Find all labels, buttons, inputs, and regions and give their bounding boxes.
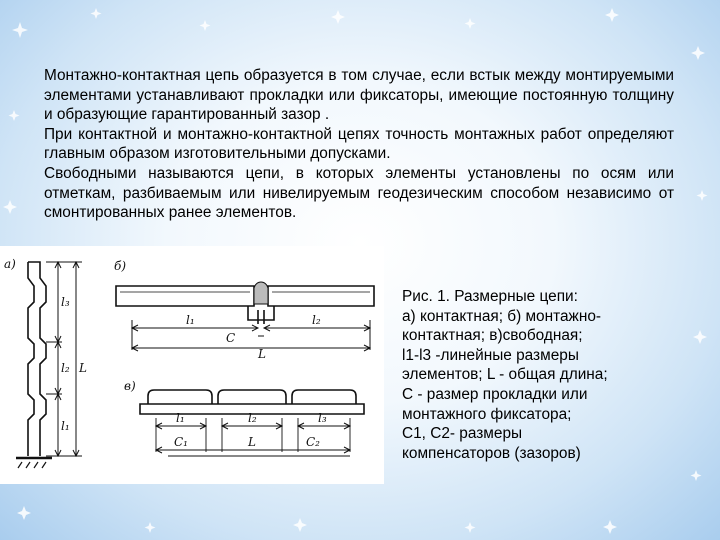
caption-line-3: контактная; в)свободная; xyxy=(402,327,583,345)
caption-line-9: компенсаторов (зазоров) xyxy=(402,444,581,462)
dim-C2-v: C₂ xyxy=(306,435,320,449)
dim-l2-a: l₂ xyxy=(61,361,70,375)
caption-line-1: Рис. 1. Размерные цепи: xyxy=(402,288,578,305)
caption-line-4: l1-l3 -линейные размеры xyxy=(402,346,579,364)
dim-L-b: L xyxy=(258,347,266,361)
dimension-chains-figure xyxy=(0,246,384,484)
dim-l1-b: l₁ xyxy=(186,313,195,327)
paragraph-accuracy: При контактной и монтажно-контактной цепях точность монтажных работ определяют главным образом изготовительными допусками. xyxy=(44,125,674,163)
figure-caption xyxy=(402,287,662,463)
dim-l1-a: l₁ xyxy=(61,419,70,433)
dim-C1-v: C₁ xyxy=(174,435,188,449)
caption-line-8: C1, C2- размеры xyxy=(402,425,523,443)
dim-L-a: L xyxy=(79,361,87,375)
body-text xyxy=(44,66,674,223)
dim-l2-v: l₂ xyxy=(248,411,257,425)
caption-line-6: C - размер прокладки или xyxy=(402,385,588,403)
label-v: в) xyxy=(124,379,136,393)
dim-l1-v: l₁ xyxy=(176,411,185,425)
caption-line-2: а) контактная; б) монтажно- xyxy=(402,307,602,325)
caption-line-5: элементов; L - общая длина; xyxy=(402,366,608,384)
label-b: б) xyxy=(114,259,127,273)
dim-l2-b: l₂ xyxy=(312,313,321,327)
dim-l3-v: l₃ xyxy=(318,411,327,425)
paragraph-contact-chain: Монтажно-контактная цепь образуется в том случае, если встык между монтируемыми элементами устанавливают прокладки или фиксаторы, имеющие постоянную толщину и образующие гарантированный зазор . xyxy=(44,67,674,124)
dim-C-b: C xyxy=(226,331,236,345)
caption-line-7: монтажного фиксатора; xyxy=(402,405,572,423)
paragraph-free-chains: Свободными называются цепи, в которых элементы установлены по осям или отметкам, разбиваемым или нивелируемым геодезическим способом независимо от смонтированных ранее элементов. xyxy=(44,164,674,222)
dim-L-v: L xyxy=(248,435,256,449)
dim-l3-a: l₃ xyxy=(61,295,70,309)
label-a: а) xyxy=(4,257,16,271)
